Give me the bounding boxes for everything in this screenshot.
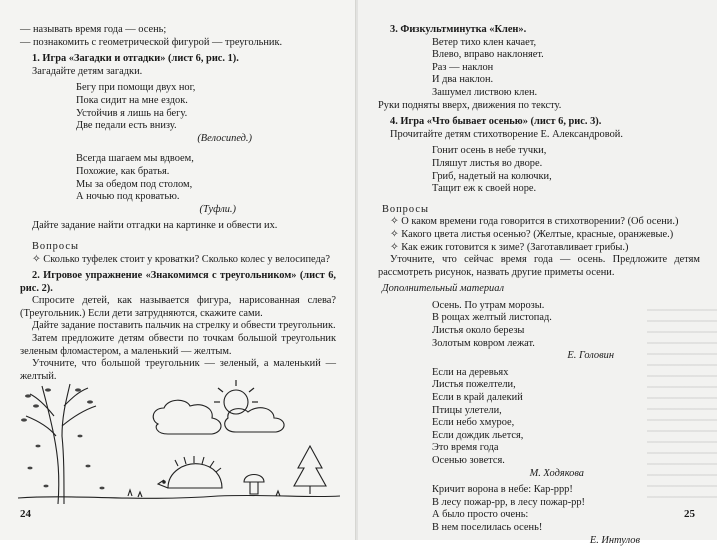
section4-title: 4. Игра «Что бывает осенью» (лист 6, рис. 3). <box>390 116 602 128</box>
poem-line: Устойчив я лишь на бегу. <box>76 107 188 119</box>
page-number: 25 <box>684 508 695 520</box>
left-page <box>0 0 356 540</box>
poem-line: Две педали есть внизу. <box>76 120 177 132</box>
poem-line: Пока сидит на мне ездок. <box>76 94 188 106</box>
section3-title: 3. Физкультминутка «Клен». <box>390 24 527 35</box>
riddle-1 <box>20 82 336 132</box>
poem-line: Если небо хмурое, <box>432 417 515 429</box>
poem-line: В лесу пожар-рр, в лесу пожар-рр! <box>432 496 586 508</box>
poem-line: Мы за обедом под столом, <box>76 178 193 190</box>
questions-heading: Вопросы <box>32 240 79 252</box>
extra-poem-1 <box>378 300 700 350</box>
poem-author: Е. Головин <box>567 350 614 362</box>
poem-line: Бегу при помощи двух ног, <box>76 82 196 94</box>
poem-line: И два наклон. <box>432 74 494 86</box>
poem-line: Раз — наклон <box>432 61 494 73</box>
poem-line: Кричит ворона в небе: Кар-ррр! <box>432 484 573 496</box>
questions-heading: Вопросы <box>382 203 429 215</box>
goal-line: — называть время года — осень; <box>20 24 167 35</box>
riddle-2 <box>20 153 336 203</box>
poem-line: Золотым ковром лежат. <box>432 337 535 349</box>
question: ✧ Как ежик готовится к зиме? (Заготавливает грибы.) <box>390 241 629 253</box>
game2-paragraph: Уточните, что большой треугольник — зеленый, а маленький — желтый. <box>20 358 336 382</box>
poem-line: Осенью зовется. <box>432 455 505 466</box>
poem-line: Это время года <box>432 442 499 454</box>
poem-line: Если дождик льется, <box>432 429 524 441</box>
game1-intro: Загадайте детям загадки. <box>32 65 143 77</box>
right-column <box>378 24 700 547</box>
poem-line: Листья пожелтели, <box>432 379 516 391</box>
goal-line: — познакомить с геометрической фигурой — треугольник. <box>20 36 283 48</box>
poem-line: Листья около березы <box>432 325 525 337</box>
poem-author: Е. Интулов <box>589 534 640 546</box>
game1-task: Дайте задание найти отгадки на картинке и обвести их. <box>32 220 278 232</box>
extra-poem-3 <box>378 484 700 534</box>
poem-line: Если на деревьях <box>432 366 509 378</box>
section3-note: Руки подняты вверх, движения по тексту. <box>378 99 562 111</box>
question: ✧ Какого цвета листья осенью? (Желтые, красные, оранжевые.) <box>390 228 674 240</box>
autumn-illustration <box>18 376 340 504</box>
game2-paragraph: Затем предложите детям обвести по точкам большой треугольник зеленым фломастером, а маленький — желтым. <box>20 333 336 357</box>
poem-line: В нем поселилась осень! <box>432 521 543 533</box>
poem-line: Птицы улетели, <box>432 404 502 416</box>
poem-line: Если в край далекий <box>432 392 523 404</box>
poem-line: Гонит осень в небе тучки, <box>432 145 547 157</box>
poem-line: Всегда шагаем мы вдвоем, <box>76 153 194 165</box>
game2-paragraph: Спросите детей, как называется фигура, нарисованная слева? (Треугольник.) Если дети затрудняются, скажите сами. <box>20 295 336 319</box>
poem-line: Похожие, как братья. <box>76 165 170 177</box>
section4-outro: Уточните, что сейчас время года — осень. Предложите детям рассмотреть рисунок, назвать другие приметы осени. <box>378 254 700 278</box>
riddle-1-answer: (Велосипед.) <box>197 132 252 144</box>
poem-line: Ветер тихо клен качает, <box>432 36 537 48</box>
extra-material-heading: Дополнительный материал <box>382 283 504 295</box>
game2-title: 2. Игровое упражнение «Знакомимся с треугольником» (лист 6, рис. 2). <box>20 270 336 294</box>
poem-line: Гриб, надетый на колючки, <box>432 170 552 182</box>
question: ✧ О каком времени года говорится в стихотворении? (Об осени.) <box>390 216 679 228</box>
game2-paragraph: Дайте задание поставить пальчик на стрелку и обвести треугольник. <box>32 320 336 332</box>
poem-line: Зашумел листвою клен. <box>432 86 538 98</box>
poem-author: М. Ходякова <box>529 467 584 479</box>
section4-intro: Прочитайте детям стихотворение Е. Александровой. <box>390 128 623 140</box>
maple-poem <box>378 37 700 100</box>
extra-poem-2 <box>378 367 700 468</box>
poem-line: А ночью под кроватью. <box>76 191 180 203</box>
riddle-2-answer: (Туфли.) <box>199 203 236 215</box>
poem-line: Осень. По утрам морозы. <box>432 299 545 311</box>
poem-line: А было просто очень: <box>432 509 529 521</box>
question: ✧ Сколько туфелек стоит у кроватки? Сколько колес у велосипеда? <box>32 253 330 265</box>
poem-line: Тащит еж к своей норе. <box>432 183 537 195</box>
autumn-poem <box>378 145 700 195</box>
right-page <box>358 0 717 546</box>
game1-title: 1. Игра «Загадки и отгадки» (лист 6, рис. 1). <box>32 53 239 65</box>
page-number: 24 <box>20 508 31 520</box>
poem-line: Влево, вправо наклоняет. <box>432 49 544 61</box>
poem-line: В рощах желтый листопад. <box>432 312 552 324</box>
poem-line: Пляшут листья во дворе. <box>432 157 543 169</box>
left-column <box>20 24 336 383</box>
